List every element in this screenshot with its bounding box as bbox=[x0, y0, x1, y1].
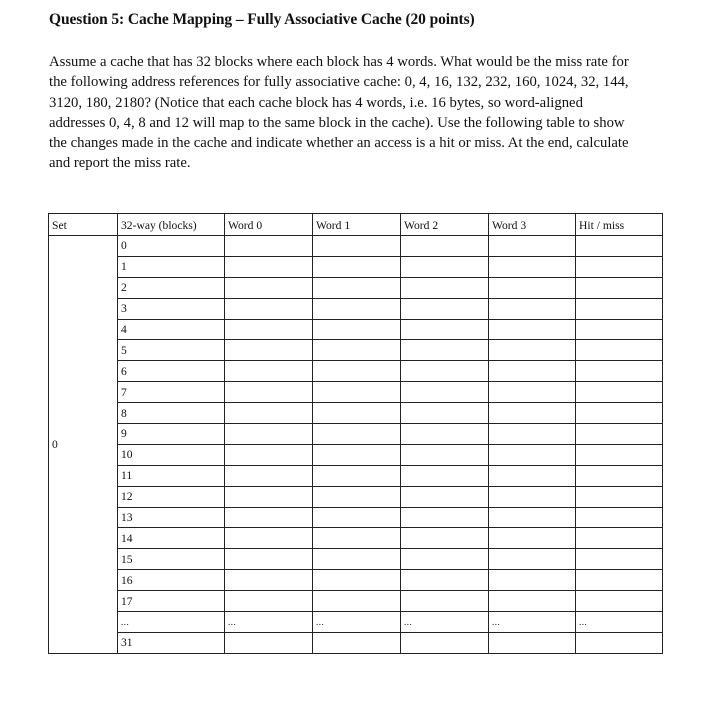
hit-miss-cell[interactable] bbox=[576, 298, 663, 319]
hit-miss-cell[interactable] bbox=[576, 528, 663, 549]
word-3-cell[interactable] bbox=[489, 361, 576, 382]
word-1-cell[interactable] bbox=[313, 256, 401, 277]
table-row bbox=[49, 298, 663, 319]
word-3-cell[interactable] bbox=[489, 570, 576, 591]
word-0-cell[interactable] bbox=[225, 444, 313, 465]
ellipsis-cell[interactable]: ... bbox=[576, 612, 663, 633]
word-2-cell[interactable] bbox=[401, 382, 489, 403]
ellipsis-cell[interactable]: ... bbox=[313, 612, 401, 633]
ellipsis-cell[interactable]: ... bbox=[489, 612, 576, 633]
word-0-cell[interactable] bbox=[225, 465, 313, 486]
table-row bbox=[49, 549, 663, 570]
header-word-0: Word 0 bbox=[225, 214, 313, 236]
word-1-cell[interactable] bbox=[313, 570, 401, 591]
word-0-cell[interactable] bbox=[225, 361, 313, 382]
word-3-cell[interactable] bbox=[489, 319, 576, 340]
hit-miss-cell[interactable] bbox=[576, 382, 663, 403]
hit-miss-cell[interactable] bbox=[576, 340, 663, 361]
paragraph-line: addresses 0, 4, 8 and 12 will map to the same block in the cache). Use the following table to show bbox=[49, 114, 625, 131]
block-index-cell: 2 bbox=[118, 277, 225, 298]
word-1-cell[interactable] bbox=[313, 382, 401, 403]
block-index-cell: 3 bbox=[118, 298, 225, 319]
block-index-cell: 6 bbox=[118, 361, 225, 382]
table-row bbox=[49, 236, 663, 257]
table-row bbox=[49, 403, 663, 424]
word-3-cell[interactable] bbox=[489, 382, 576, 403]
table-row bbox=[49, 424, 663, 445]
word-1-cell[interactable] bbox=[313, 486, 401, 507]
header-word-2: Word 2 bbox=[401, 214, 489, 236]
word-1-cell[interactable] bbox=[313, 444, 401, 465]
word-2-cell[interactable] bbox=[401, 298, 489, 319]
block-index-cell: 31 bbox=[118, 632, 225, 653]
table-header-row bbox=[49, 214, 663, 236]
word-0-cell[interactable] bbox=[225, 486, 313, 507]
word-2-cell[interactable] bbox=[401, 591, 489, 612]
block-index-cell: 14 bbox=[118, 528, 225, 549]
header-hit-miss: Hit / miss bbox=[576, 214, 663, 236]
block-index-cell: ... bbox=[118, 612, 225, 633]
block-index-cell: 9 bbox=[118, 424, 225, 445]
word-1-cell[interactable] bbox=[313, 340, 401, 361]
block-index-cell: 16 bbox=[118, 570, 225, 591]
header-word-1: Word 1 bbox=[313, 214, 401, 236]
word-2-cell[interactable] bbox=[401, 256, 489, 277]
word-2-cell[interactable] bbox=[401, 549, 489, 570]
word-3-cell[interactable] bbox=[489, 528, 576, 549]
table-row bbox=[49, 277, 663, 298]
word-1-cell[interactable] bbox=[313, 277, 401, 298]
header-set: Set bbox=[49, 214, 118, 236]
word-2-cell[interactable] bbox=[401, 361, 489, 382]
word-3-cell[interactable] bbox=[489, 465, 576, 486]
hit-miss-cell[interactable] bbox=[576, 361, 663, 382]
word-0-cell[interactable] bbox=[225, 424, 313, 445]
word-3-cell[interactable] bbox=[489, 256, 576, 277]
word-0-cell[interactable] bbox=[225, 340, 313, 361]
block-index-cell: 17 bbox=[118, 591, 225, 612]
word-1-cell[interactable] bbox=[313, 319, 401, 340]
block-index-cell: 15 bbox=[118, 549, 225, 570]
block-index-cell: 1 bbox=[118, 256, 225, 277]
word-2-cell[interactable] bbox=[401, 340, 489, 361]
word-1-cell[interactable] bbox=[313, 424, 401, 445]
word-1-cell[interactable] bbox=[313, 465, 401, 486]
ellipsis-cell[interactable]: ... bbox=[401, 612, 489, 633]
word-0-cell[interactable] bbox=[225, 298, 313, 319]
word-1-cell[interactable] bbox=[313, 528, 401, 549]
word-0-cell[interactable] bbox=[225, 632, 313, 653]
table-row bbox=[49, 632, 663, 653]
word-0-cell[interactable] bbox=[225, 591, 313, 612]
block-index-cell: 13 bbox=[118, 507, 225, 528]
word-3-cell[interactable] bbox=[489, 277, 576, 298]
table-row bbox=[49, 382, 663, 403]
header-word-3: Word 3 bbox=[489, 214, 576, 236]
word-1-cell[interactable] bbox=[313, 591, 401, 612]
word-1-cell[interactable] bbox=[313, 549, 401, 570]
word-2-cell[interactable] bbox=[401, 632, 489, 653]
word-3-cell[interactable] bbox=[489, 403, 576, 424]
table-row bbox=[49, 507, 663, 528]
word-3-cell[interactable] bbox=[489, 298, 576, 319]
word-0-cell[interactable] bbox=[225, 382, 313, 403]
word-2-cell[interactable] bbox=[401, 507, 489, 528]
word-3-cell[interactable] bbox=[489, 424, 576, 445]
word-2-cell[interactable] bbox=[401, 319, 489, 340]
cache-table-body bbox=[49, 236, 663, 654]
block-index-cell: 10 bbox=[118, 444, 225, 465]
hit-miss-cell[interactable] bbox=[576, 507, 663, 528]
set-cell: 0 bbox=[49, 236, 118, 654]
question-paragraph bbox=[49, 52, 664, 174]
paragraph-line: Assume a cache that has 32 blocks where each block has 4 words. What would be the miss rate for bbox=[49, 54, 629, 70]
word-0-cell[interactable] bbox=[225, 236, 313, 257]
word-3-cell[interactable] bbox=[489, 507, 576, 528]
paragraph-line: and report the miss rate. bbox=[49, 155, 191, 172]
word-1-cell[interactable] bbox=[313, 403, 401, 424]
block-index-cell: 5 bbox=[118, 340, 225, 361]
table-row bbox=[49, 319, 663, 340]
word-2-cell[interactable] bbox=[401, 277, 489, 298]
word-3-cell[interactable] bbox=[489, 549, 576, 570]
hit-miss-cell[interactable] bbox=[576, 277, 663, 298]
hit-miss-cell[interactable] bbox=[576, 549, 663, 570]
word-2-cell[interactable] bbox=[401, 403, 489, 424]
word-3-cell[interactable] bbox=[489, 591, 576, 612]
block-index-cell: 8 bbox=[118, 403, 225, 424]
word-1-cell[interactable] bbox=[313, 236, 401, 257]
table-row bbox=[49, 444, 663, 465]
hit-miss-cell[interactable] bbox=[576, 403, 663, 424]
paragraph-line: the following address references for fully associative cache: 0, 4, 16, 132, 232, 160, 1024, 32, 144, bbox=[49, 74, 629, 91]
word-0-cell[interactable] bbox=[225, 549, 313, 570]
cache-table bbox=[48, 213, 663, 654]
word-1-cell[interactable] bbox=[313, 361, 401, 382]
word-0-cell[interactable] bbox=[225, 528, 313, 549]
word-3-cell[interactable] bbox=[489, 486, 576, 507]
word-2-cell[interactable] bbox=[401, 465, 489, 486]
block-index-cell: 11 bbox=[118, 465, 225, 486]
word-0-cell[interactable] bbox=[225, 570, 313, 591]
block-index-cell: 0 bbox=[118, 236, 225, 257]
table-row bbox=[49, 486, 663, 507]
word-2-cell[interactable] bbox=[401, 570, 489, 591]
ellipsis-cell[interactable]: ... bbox=[225, 612, 313, 633]
hit-miss-cell[interactable] bbox=[576, 444, 663, 465]
word-1-cell[interactable] bbox=[313, 507, 401, 528]
word-3-cell[interactable] bbox=[489, 340, 576, 361]
hit-miss-cell[interactable] bbox=[576, 591, 663, 612]
word-0-cell[interactable] bbox=[225, 319, 313, 340]
word-3-cell[interactable] bbox=[489, 632, 576, 653]
block-index-cell: 12 bbox=[118, 486, 225, 507]
word-2-cell[interactable] bbox=[401, 236, 489, 257]
table-row bbox=[49, 591, 663, 612]
hit-miss-cell[interactable] bbox=[576, 465, 663, 486]
header-blocks: 32-way (blocks) bbox=[118, 214, 225, 236]
table-row bbox=[49, 361, 663, 382]
hit-miss-cell[interactable] bbox=[576, 424, 663, 445]
word-1-cell[interactable] bbox=[313, 298, 401, 319]
hit-miss-cell[interactable] bbox=[576, 486, 663, 507]
hit-miss-cell[interactable] bbox=[576, 632, 663, 653]
word-0-cell[interactable] bbox=[225, 403, 313, 424]
table-row bbox=[49, 256, 663, 277]
word-1-cell[interactable] bbox=[313, 632, 401, 653]
hit-miss-cell[interactable] bbox=[576, 570, 663, 591]
block-index-cell: 4 bbox=[118, 319, 225, 340]
word-2-cell[interactable] bbox=[401, 486, 489, 507]
hit-miss-cell[interactable] bbox=[576, 236, 663, 257]
table-row bbox=[49, 528, 663, 549]
table-row bbox=[49, 465, 663, 486]
table-row bbox=[49, 612, 663, 633]
word-2-cell[interactable] bbox=[401, 444, 489, 465]
paragraph-line: the changes made in the cache and indicate whether an access is a hit or miss. At the end, calculate bbox=[49, 135, 629, 152]
word-2-cell[interactable] bbox=[401, 424, 489, 445]
word-3-cell[interactable] bbox=[489, 444, 576, 465]
word-2-cell[interactable] bbox=[401, 528, 489, 549]
word-3-cell[interactable] bbox=[489, 236, 576, 257]
block-index-cell: 7 bbox=[118, 382, 225, 403]
paragraph-line: 3120, 180, 2180? (Notice that each cache block has 4 words, i.e. 16 bytes, so word-aligned bbox=[49, 94, 583, 111]
word-0-cell[interactable] bbox=[225, 256, 313, 277]
word-0-cell[interactable] bbox=[225, 277, 313, 298]
hit-miss-cell[interactable] bbox=[576, 319, 663, 340]
word-0-cell[interactable] bbox=[225, 507, 313, 528]
question-heading: Question 5: Cache Mapping – Fully Associative Cache (20 points) bbox=[49, 11, 475, 28]
table-row bbox=[49, 340, 663, 361]
table-row bbox=[49, 570, 663, 591]
hit-miss-cell[interactable] bbox=[576, 256, 663, 277]
